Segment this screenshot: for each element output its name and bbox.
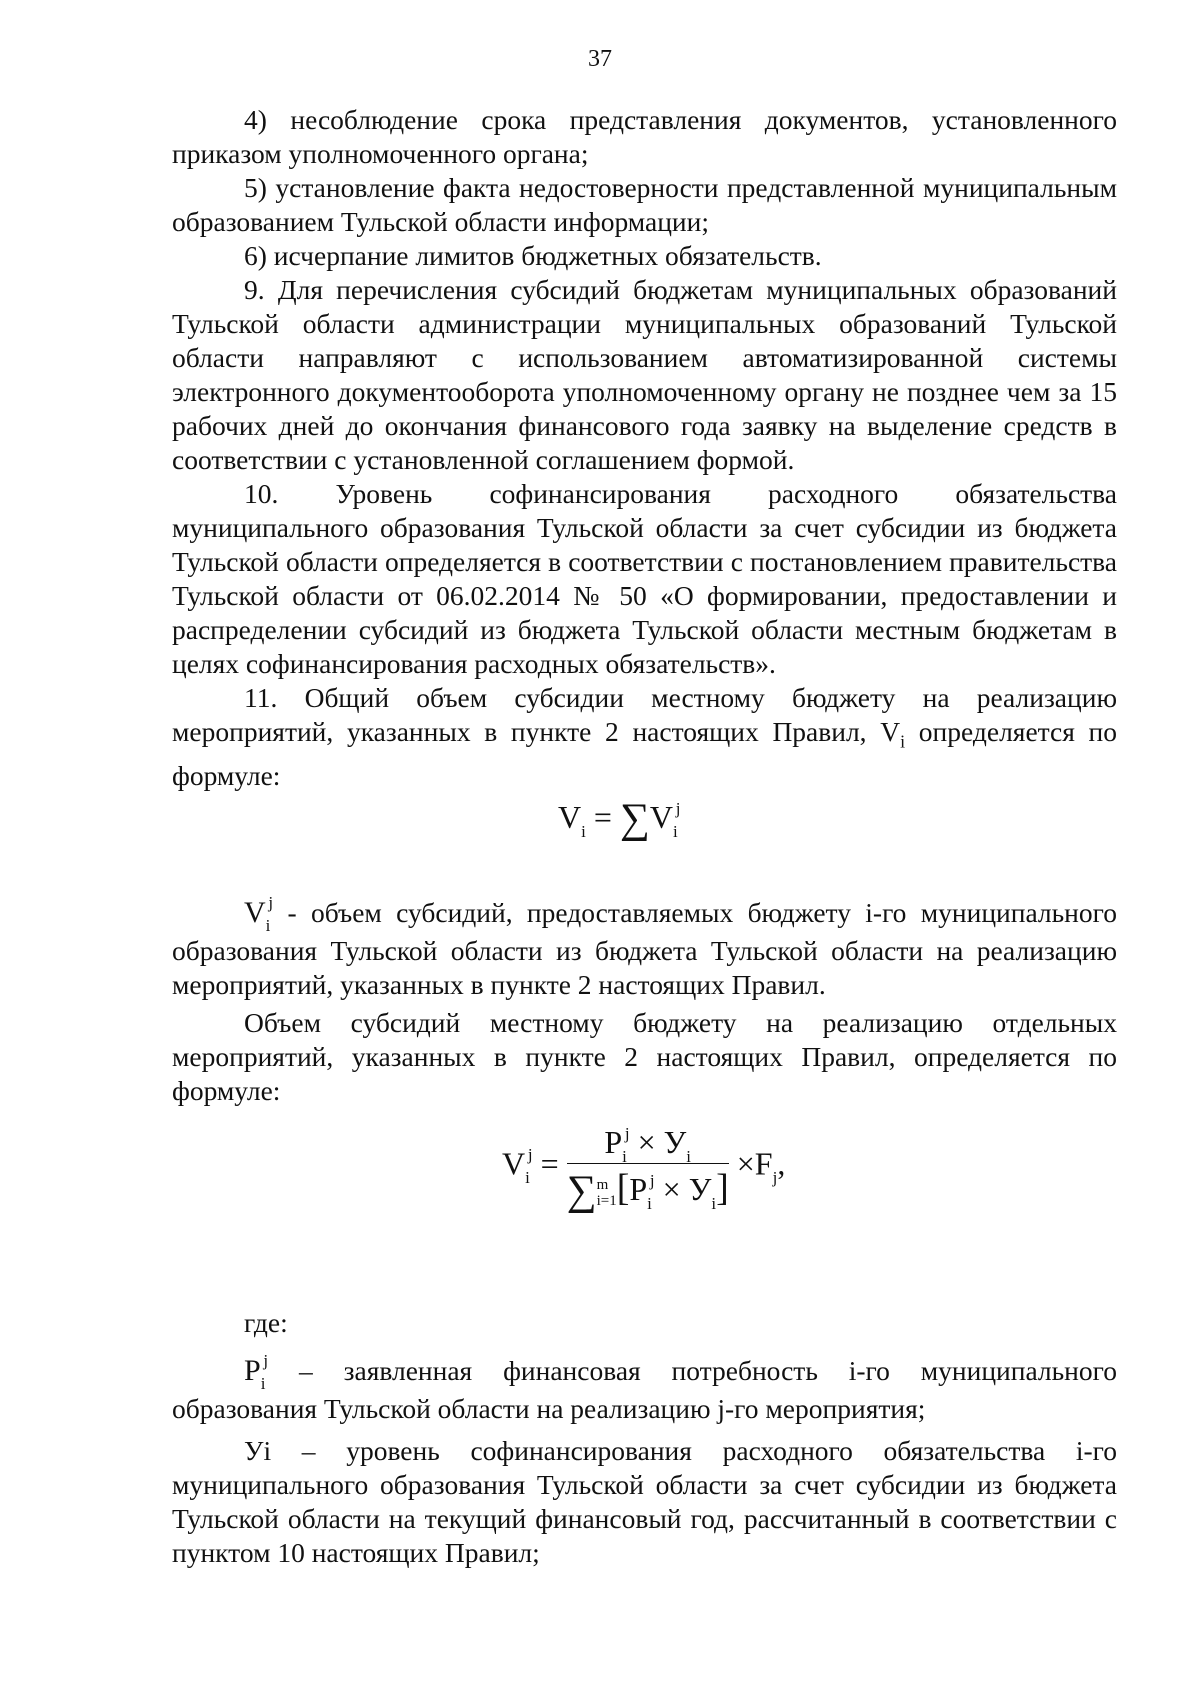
fraction-numerator: $P_i^j \times У_i$ <box>567 1124 729 1164</box>
page-number: 37 <box>588 46 612 72</box>
definition-vij: $V_i^j$ - объем субсидий, предоставляемых бюджету i-го муниципального образования Тульской области из бюджета Тульской области на реализацию мероприятий, указанных в пункте 2 настоящих Правил. Объем субсидий местному бюджету на реализацию отдельных мероприятий, указанных в пункте 2 настоящих Правил, определяется по формуле: <box>172 893 1117 1106</box>
text-block-1 <box>172 103 1117 793</box>
fraction-denominator: ∑ m i=1 $[P_i^j \times У_i]$ <box>566 1167 729 1214</box>
paragraph-volume-separate: Объем субсидий местному бюджету на реализацию отдельных мероприятий, указанных в пункте 2 настоящих Правил, определяется по формуле: <box>172 1007 1117 1106</box>
definitions-block <box>172 1306 1117 1570</box>
item-5: 5) установление факта недостоверности представленной муниципальным образованием Тульской области информации; <box>172 172 1117 237</box>
paragraph-10: 10. Уровень софинансирования расходного обязательства муниципального образования Тульской области за счет субсидии из бюджета Тульской области определяется в соответствии с постановлением правительства Тульской области от 06.02.2014 № 50 «О формировании, предоставлении и распределении субсидий из бюджета Тульской области местным бюджетам в целях софинансирования расходных обязательств». <box>172 478 1117 679</box>
fraction <box>566 1124 729 1214</box>
formula-separate-volume: $V_i^j$ = $P_i^j \times У_i$ ∑ m i=1 $[P_i^j \times У_i]$ $\times F_j$, <box>502 1124 786 1214</box>
definition-pij: $P_i^j$ – заявленная финансовая потребность i-го муниципального образования Тульской области на реализацию j-го мероприятия; <box>172 1351 1117 1424</box>
paragraph-11: 11. Общий объем субсидии местному бюджету на реализацию мероприятий, указанных в пункте 2 настоящих Правил, $V_i$ определяется по формуле: <box>172 682 1118 791</box>
formula-total-volume: $V_i = \sum V_i^j$ <box>558 796 681 842</box>
where-label: где: <box>244 1307 288 1338</box>
item-6: 6) исчерпание лимитов бюджетных обязательств. <box>244 240 822 271</box>
paragraph-9: 9. Для перечисления субсидий бюджетам муниципальных образований Тульской области администрации муниципальных образований Тульской области направляют с использованием автоматизированной системы электронного документооборота уполномоченному органу не позднее чем за 15 рабочих дней до окончания финансового года заявку на выделение средств в соответствии с установленной соглашением формой. <box>172 274 1117 475</box>
item-4: 4) несоблюдение срока представления документов, установленного приказом уполномоченного органа; <box>172 104 1117 169</box>
definition-yi: Уi – уровень софинансирования расходного обязательства i-го муниципального образования Тульской области за счет субсидии из бюджета Тульской области на текущий финансовый год, рассчитанный в соответствии с пунктом 10 настоящих Правил; <box>172 1435 1117 1568</box>
